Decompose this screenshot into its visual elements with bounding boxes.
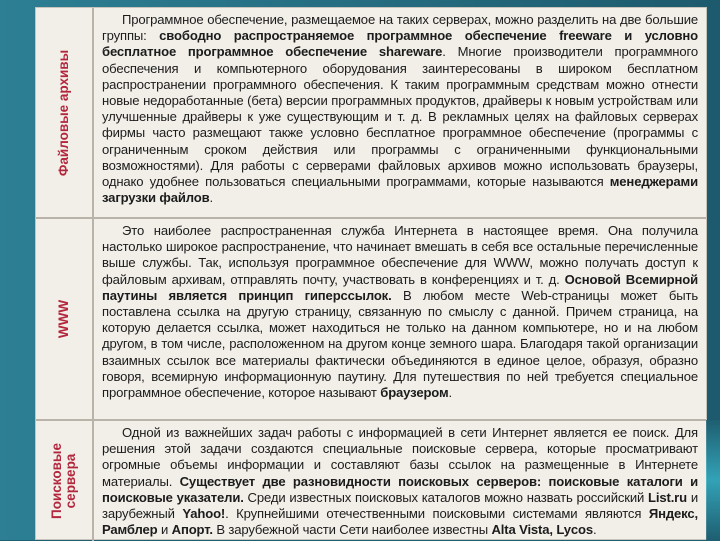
text-run: Программное обеспечение, размещаемое на таких серверах, можно разделить на две большие группы: [102,12,698,44]
bold-run: браузером [380,385,449,401]
text-run: Это наиболее распространенная служба Интернета в настоящее время. Она получила настолько широкое распространение, что начинает вмешать в себя все остальные перечисленные выше службы. Так, используя программное обеспечение для WWW, можно получать доступ к файловым архивам, отправлять почту, участвовать в конференциях и т. д. [102,223,698,287]
row-side-cell [36,421,94,541]
row-label: Поисковые сервера [49,443,78,519]
bold-run: Основой Всемирной паутины является принцип гиперссылок. [102,271,698,303]
bold-run: Существует две разновидности поисковых серверов: поисковые каталоги и поисковые указатели. [102,473,699,505]
bold-run: Яндекс, Рамблер [102,506,698,538]
text-run: . Крупнейшими отечественными поисковыми системами являются [225,506,649,522]
text-run: Одной из важнейших задач работы с информацией в сети Интернет является ее поиск. Для решения этой задачи создаются специальные поисковые сервера, которые просматривают огромные объемы информации и составляют базы ссылок на размещенные в Интернете материалы. [102,425,698,489]
text-run: . [448,385,453,401]
row-side-cell [36,219,94,419]
text-run: Среди известных поисковых каталогов можно назвать российский [243,489,649,505]
table-row-search-servers [36,421,706,541]
bold-run: Alta Vista, Lycos [491,522,593,538]
text-run: . [209,190,213,206]
table-row-www [36,219,706,421]
text-run: . Многие производители программного обеспечения и компьютерного оборудования заинтересованы в широком бесплатном распространении программного обеспечения. К таким программным средствам можно отнести новые недоработанные (бета) версии программных продуктов, драйверы к новым устройствам или улучшенные драйверы к уже существующим и т. д. В рекламных целях на файловых серверах фирмы часто размещают также условно бесплатное программное обеспечение (программы с ограниченным сроком действия или программы с ограниченными функциональными возможностями). Для работы с серверами файловых архивов можно использовать браузеры, однако удобнее пользоваться специальными программами, которые называются [102,44,698,190]
text-run: В зарубежной части Сети наиболее известны [212,522,492,538]
decorative-stripe [706,420,720,540]
text-run: и зарубежный [102,489,698,522]
row-label: WWW [56,299,71,339]
row-label: Файловые архивы [56,49,71,176]
bold-run: List.ru [648,489,687,505]
row-text [102,223,698,401]
document-table [35,7,707,540]
text-run: и [157,522,172,538]
table-row-file-archives [36,8,706,219]
bold-run: свободно распространяемое программное обеспечение freeware и условно бесплатное программное обеспечение shareware [102,28,698,60]
row-text [102,425,698,538]
row-side-cell [36,8,94,217]
text-run: . [593,522,597,538]
paragraph [102,425,698,538]
text-run: В любом месте Web-страницы может быть поставлена ссылка на другую страницу, связанную по смыслу с данной. Причем страница, на которую делается ссылка, может находиться не только на данном компьютере, но и на любом другом, в том числе, расположенном на другом конце земного шара. Благодаря такой организации взаимных ссылок все материалы фактически объединяются в единое целое, образуя, образно говоря, всемирную информационную паутину. Для путешествия по ней требуется специальное программное обеспечение, которое называют [102,287,698,401]
bold-run: менеджерами загрузки файлов [102,174,698,206]
paragraph [102,12,698,206]
bold-run: Yahoo! [182,506,226,522]
row-text [102,12,698,206]
paragraph [102,223,698,401]
bold-run: Апорт. [171,522,213,538]
